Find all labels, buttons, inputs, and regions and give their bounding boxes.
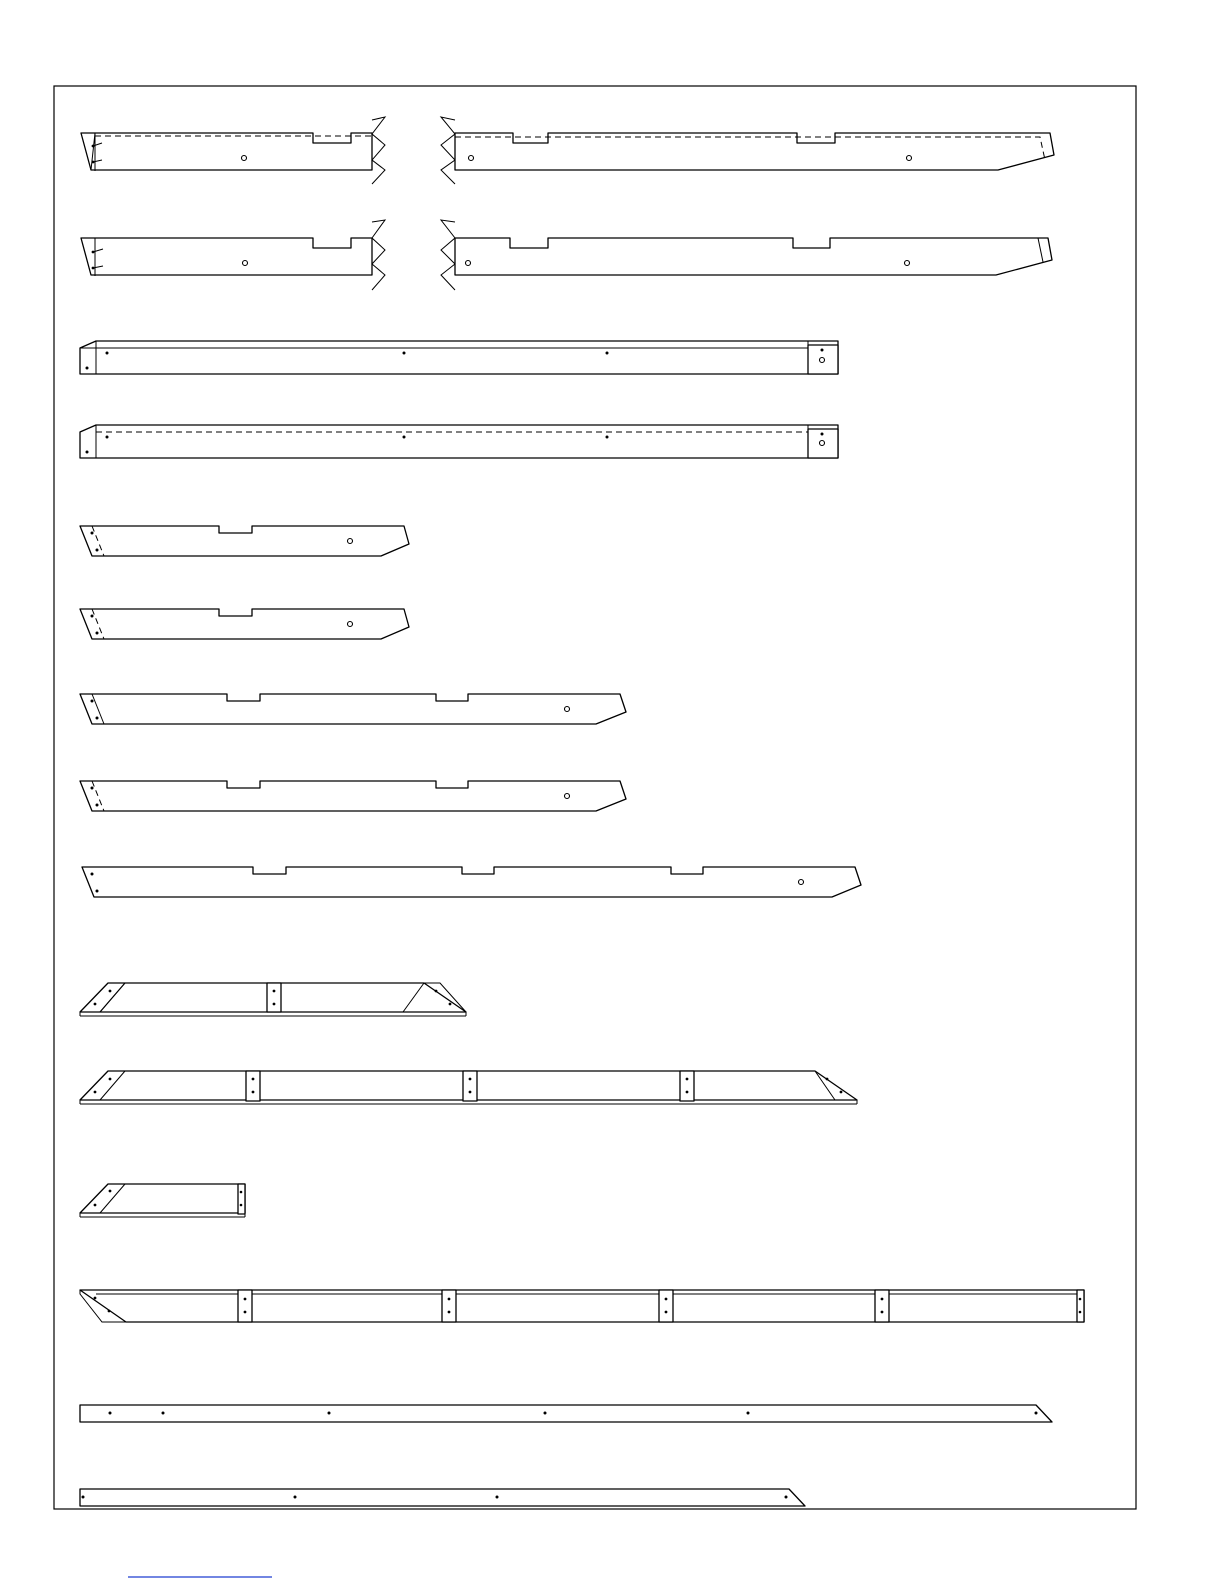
part-rail-1 — [80, 341, 838, 374]
part-short-beam-2 — [80, 609, 409, 639]
part-three-notch-beam — [82, 867, 861, 897]
part-medium-beam-2 — [80, 781, 626, 811]
part-short-beam-1 — [80, 526, 409, 556]
part-long-beam-2 — [81, 220, 1052, 290]
part-long-panel-brace — [80, 1290, 1084, 1322]
part-short-brace — [80, 1184, 245, 1217]
part-flat-slat-short — [80, 1489, 805, 1506]
part-medium-beam-1 — [80, 694, 626, 724]
part-rail-2 — [80, 425, 838, 458]
part-long-beam-1 — [81, 117, 1054, 184]
part-flat-slat-long — [80, 1405, 1052, 1422]
part-brace-4-panels — [80, 1071, 857, 1104]
part-brace-2-panels — [80, 983, 466, 1016]
